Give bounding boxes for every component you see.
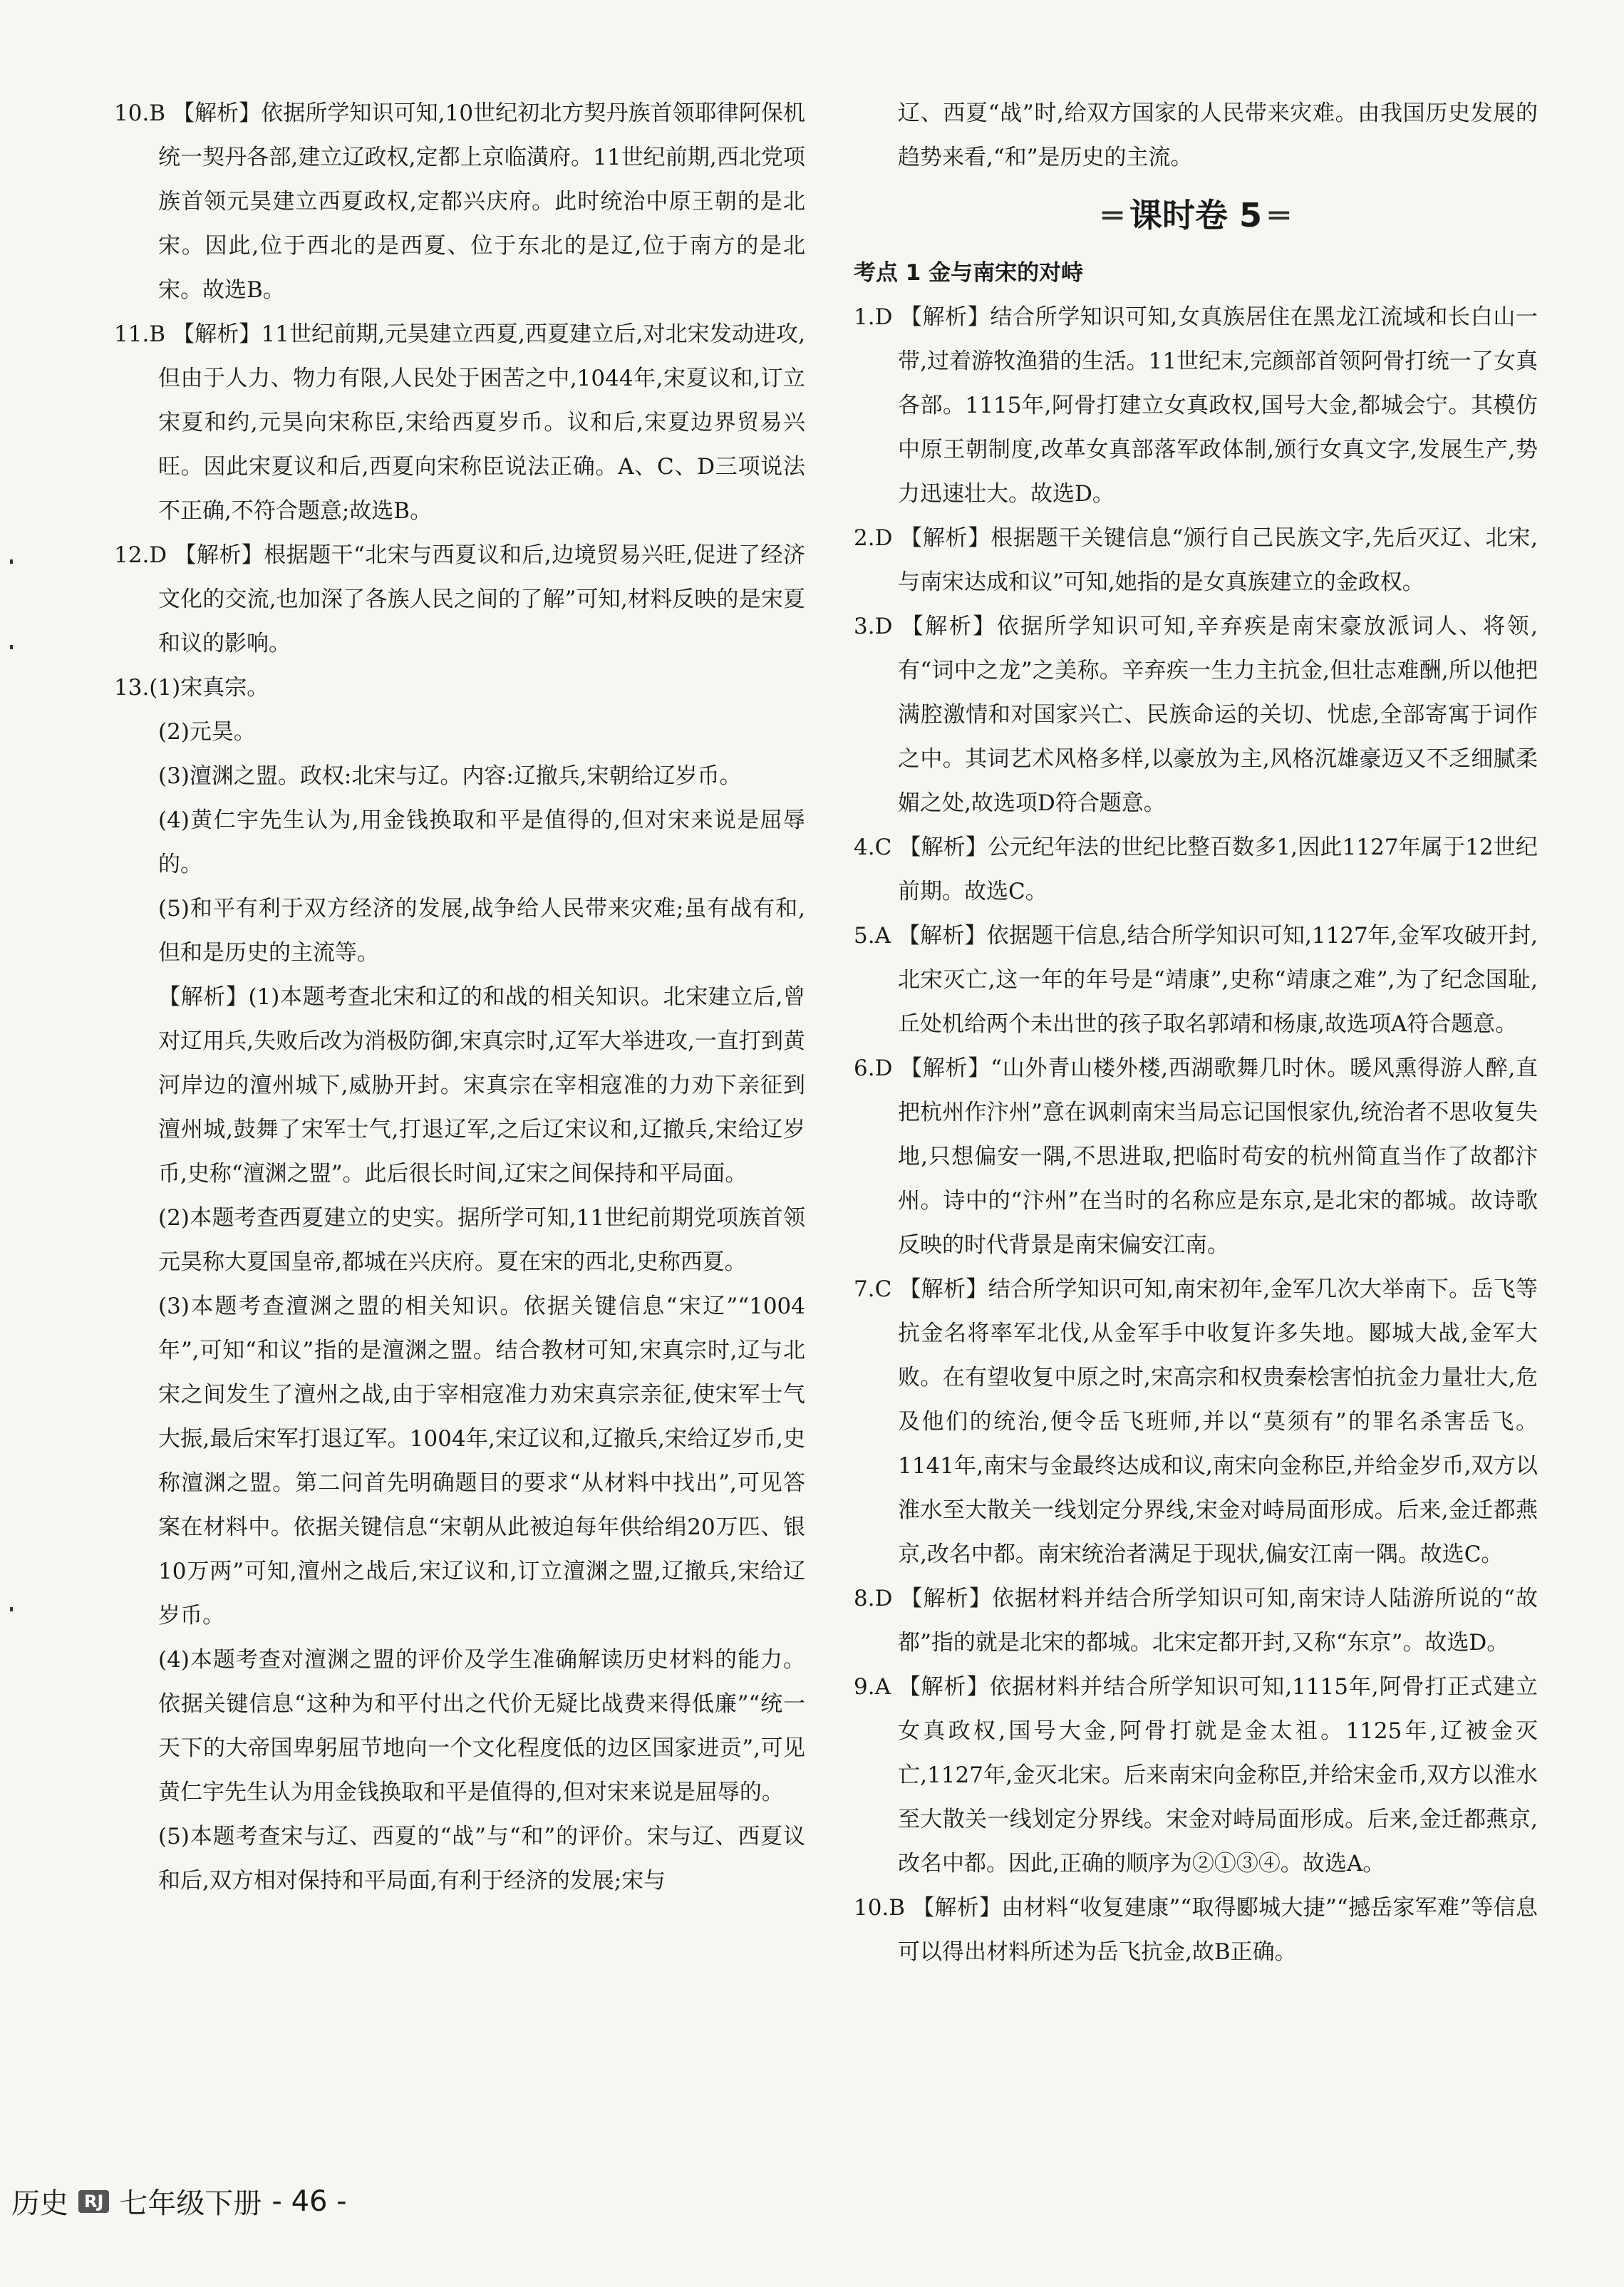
answer-13-2: (2)元昊。 — [158, 719, 256, 745]
margin-mark — [10, 645, 13, 649]
answer-13-4: (4)黄仁宇先生认为,用金钱换取和平是值得的,但对宋来说是屈辱的。 — [158, 807, 805, 877]
analysis-13-1: 【解析】(1)本题考查北宋和辽的和战的相关知识。北宋建立后,曾对辽用兵,失败后改为消极防御,宋真宗时,辽军大举进攻,一直打到黄河岸边的澶州城下,威胁开封。宋真宗在宰相寇准的力劝下亲征到澶州城,鼓舞了宋军士气,打退辽军,之后辽宋议和,辽撤兵,宋给辽岁币,史称“澶渊之盟”。此后很长时间,辽宋之间保持和平局面。 — [158, 984, 805, 1187]
answer-r8: 8.D 【解析】依据材料并结合所学知识可知,南宋诗人陆游所说的“故都”指的就是北宋的都城。北宋定都开封,又称“东京”。故选D。 — [854, 1586, 1538, 1656]
left-column — [114, 91, 805, 1903]
answer-r2: 2.D 【解析】根据题干关键信息“颁行自己民族文字,先后灭辽、北宋,与南宋达成和议”可知,她指的是女真族建立的金政权。 — [854, 525, 1538, 595]
answer-r1: 1.D 【解析】结合所学知识可知,女真族居住在黑龙江流域和长白山一带,过着游牧渔猎的生活。11世纪末,完颜部首领阿骨打统一了女真各部。1115年,阿骨打建立女真政权,国号大金,都城会宁。其模仿中原王朝制度,改革女真部落军政体制,颁行女真文字,发展生产,势力迅速壮大。故选D。 — [854, 304, 1538, 507]
analysis-13-2: (2)本题考查西夏建立的史实。据所学可知,11世纪前期党项族首领元昊称大夏国皇帝,都城在兴庆府。夏在宋的西北,史称西夏。 — [158, 1205, 805, 1275]
title-bars-left: ═ — [1102, 196, 1122, 234]
answer-r4: 4.C 【解析】公元纪年法的世纪比整百数多1,因此1127年属于12世纪前期。故选C。 — [854, 835, 1538, 904]
page-footer — [11, 2181, 347, 2221]
analysis-13-5-cont: 辽、西夏“战”时,给双方国家的人民带来灾难。由我国历史发展的趋势来看,“和”是历史的主流。 — [898, 100, 1538, 170]
analysis-13-5: (5)本题考查宋与辽、西夏的“战”与“和”的评价。宋与辽、西夏议和后,双方相对保持和平局面,有利于经济的发展;宋与 — [158, 1824, 805, 1894]
answer-11: 11.B 【解析】11世纪前期,元昊建立西夏,西夏建立后,对北宋发动进攻,但由于人力、物力有限,人民处于困苦之中,1044年,宋夏议和,订立宋夏和约,元昊向宋称臣,宋给西夏岁币。议和后,宋夏边界贸易兴旺。因此宋夏议和后,西夏向宋称臣说法正确。A、C、D三项说法不正确,不符合题意;故选B。 — [114, 321, 805, 524]
answer-13-3: (3)澶渊之盟。政权:北宋与辽。内容:辽撤兵,宋朝给辽岁币。 — [158, 763, 742, 789]
analysis-13-4: (4)本题考查对澶渊之盟的评价及学生准确解读历史材料的能力。依据关键信息“这种为和平付出之代价无疑比战费来得低廉”“统一天下的大帝国卑躬屈节地向一个文化程度低的边区国家进贡”,可见黄仁宇先生认为用金钱换取和平是值得的,但对宋来说是屈辱的。 — [158, 1647, 805, 1805]
answer-r9: 9.A 【解析】依据材料并结合所学知识可知,1115年,阿骨打正式建立女真政权,国号大金,阿骨打就是金太祖。1125年,辽被金灭亡,1127年,金灭北宋。后来南宋向金称臣,并给宋金币,双方以淮水至大散关一线划定分界线。宋金对峙局面形成。后来,金迁都燕京,改名中都。因此,正确的顺序为②①③④。故选A。 — [854, 1674, 1538, 1876]
answer-13-5: (5)和平有利于双方经济的发展,战争给人民带来灾难;虽有战有和,但和是历史的主流等。 — [158, 896, 805, 966]
footer-subject: 历史 — [11, 2187, 68, 2220]
footer-page-number: - 46 - — [271, 2184, 347, 2218]
right-column — [854, 91, 1538, 1974]
section-title — [854, 180, 1538, 251]
answer-10: 10.B 【解析】依据所学知识可知,10世纪初北方契丹族首领耶律阿保机统一契丹各部,建立辽政权,定都上京临潢府。11世纪前期,西北党项族首领元昊建立西夏政权,定都兴庆府。此时统治中原王朝的是北宋。因此,位于西北的是西夏、位于东北的是辽,位于南方的是北宋。故选B。 — [114, 100, 805, 303]
analysis-13-3: (3)本题考查澶渊之盟的相关知识。依据关键信息“宋辽”“1004年”,可知“和议”指的是澶渊之盟。结合教材可知,宋真宗时,辽与北宋之间发生了澶州之战,由于宰相寇准力劝宋真宗亲征,使宋军士气大振,最后宋军打退辽军。1004年,宋辽议和,辽撤兵,宋给辽岁币,史称澶渊之盟。第二问首先明确题目的要求“从材料中找出”,可见答案在材料中。依据关键信息“宋朝从此被迫每年供给绢20万匹、银10万两”可知,澶州之战后,宋辽议和,订立澶渊之盟,辽撤兵,宋给辽岁币。 — [158, 1294, 805, 1628]
answer-r5: 5.A 【解析】依据题干信息,结合所学知识可知,1127年,金军攻破开封,北宋灭亡,这一年的年号是“靖康”,史称“靖康之难”,为了纪念国耻,丘处机给两个未出世的孩子取名郭靖和杨康,故选项A符合题意。 — [854, 923, 1538, 1037]
title-bars-right: ═ — [1269, 196, 1289, 234]
footer-grade: 七年级下册 — [119, 2187, 262, 2220]
answer-r7: 7.C 【解析】结合所学知识可知,南宋初年,金军几次大举南下。岳飞等抗金名将率军北伐,从金军手中收复许多失地。郾城大战,金军大败。在有望收复中原之时,宋高宗和权贵秦桧害怕抗金力量壮大,危及他们的统治,便令岳飞班师,并以“莫须有”的罪名杀害岳飞。1141年,南宋与金最终达成和议,南宋向金称臣,并给金岁币,双方以淮水至大散关一线划定分界线,宋金对峙局面形成。后来,金迁都燕京,改名中都。南宋统治者满足于现状,偏安江南一隅。故选C。 — [854, 1276, 1538, 1567]
footer-badge: RJ — [78, 2190, 109, 2213]
section-title-text: 课时卷 5 — [1129, 196, 1263, 234]
kaodian-heading: 考点 1 金与南宋的对峙 — [854, 260, 1084, 286]
answer-12: 12.D 【解析】根据题干“北宋与西夏议和后,边境贸易兴旺,促进了经济文化的交流,也加深了各族人民之间的了解”可知,材料反映的是宋夏和议的影响。 — [114, 542, 805, 656]
answer-r3: 3.D 【解析】依据所学知识可知,辛弃疾是南宋豪放派词人、将领,有“词中之龙”之美称。辛弃疾一生力主抗金,但壮志难酬,所以他把满腔激情和对国家兴亡、民族命运的关切、忧虑,全部寄寓于词作之中。其词艺术风格多样,以豪放为主,风格沉雄豪迈又不乏细腻柔媚之处,故选项D符合题意。 — [854, 614, 1538, 816]
margin-mark — [10, 1607, 13, 1611]
answer-r6: 6.D 【解析】“山外青山楼外楼,西湖歌舞几时休。暖风熏得游人醉,直把杭州作汴州”意在讽刺南宋当局忘记国恨家仇,统治者不思收复失地,只想偏安一隅,不思进取,把临时苟安的杭州简直当作了故都汴州。诗中的“汴州”在当时的名称应是东京,是北宋的都城。故诗歌反映的时代背景是南宋偏安江南。 — [854, 1055, 1538, 1258]
answer-r10: 10.B 【解析】由材料“收复建康”“取得郾城大捷”“撼岳家军难”等信息可以得出材料所述为岳飞抗金,故B正确。 — [854, 1895, 1538, 1965]
answer-13: 13.(1)宋真宗。 — [114, 675, 269, 701]
margin-mark — [10, 559, 13, 564]
